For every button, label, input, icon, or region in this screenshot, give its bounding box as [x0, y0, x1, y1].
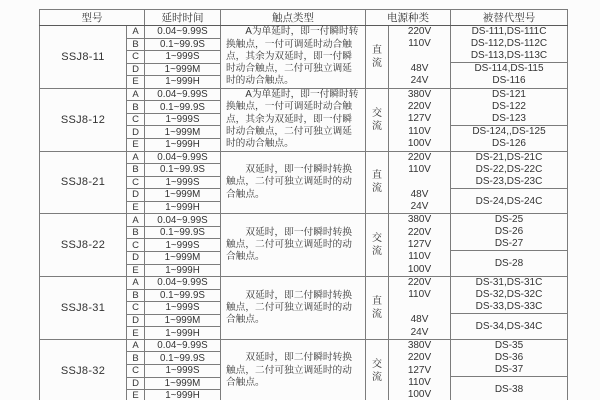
delay-range: 0.1~99.9S: [145, 352, 221, 365]
voltage-value: 127V: [407, 113, 432, 125]
voltage-value: 127V: [407, 364, 432, 376]
header-delay: 延时时间: [145, 10, 221, 26]
contact-type-cell: [221, 277, 366, 340]
power-type-cell: [366, 151, 389, 214]
voltage-value: 127V: [407, 239, 432, 251]
voltage-cell: [389, 277, 451, 340]
replaced-models-top: [451, 214, 567, 251]
delay-range: 1~999M: [145, 314, 221, 327]
replaced-models-cell: [451, 88, 568, 151]
header-contact: 触点类型: [221, 10, 366, 26]
variant-letter: C: [127, 365, 145, 378]
voltage-value: 220V: [407, 226, 432, 238]
variant-letter: E: [127, 76, 145, 89]
header-replaced: 被替代型号: [451, 10, 568, 26]
replaced-model: DS-116: [492, 75, 526, 87]
replaced-models-cell: [451, 339, 568, 400]
voltage-value: 110V: [408, 163, 431, 175]
voltage-value: 100V: [407, 263, 432, 275]
delay-range: 1~999H: [145, 76, 221, 89]
variant-letter: E: [127, 390, 145, 400]
variant-letter: B: [127, 38, 145, 51]
delay-range: 0.04~9.99S: [145, 277, 221, 290]
variant-letter: D: [127, 189, 145, 202]
table-row: [40, 88, 568, 101]
replaced-models-bottom: [451, 251, 567, 276]
model-name: SSJ8-32: [40, 339, 127, 400]
replaced-models-top: [451, 152, 567, 189]
replaced-model: DS-38: [494, 383, 524, 395]
power-type-text: 直流: [372, 44, 382, 69]
replaced-models-bottom: [451, 314, 567, 339]
table-row: [40, 26, 568, 39]
delay-range: 0.1~99.9S: [145, 101, 221, 114]
delay-range: 1~999S: [145, 113, 221, 126]
replaced-model: DS-21,DS-21C: [475, 151, 543, 163]
variant-letter: C: [127, 176, 145, 189]
replaced-models-bottom: [451, 377, 567, 400]
variant-letter: E: [127, 138, 145, 151]
contact-type-text: A为单延时，即一付瞬时转换触点，一付可调延时动合触点，其余为双延时，即一付瞬时动合触点，二付可独立调延时的动合触点。: [226, 89, 359, 149]
replaced-model: DS-28: [494, 258, 524, 270]
voltage-cell: [389, 151, 451, 214]
voltage-cell: [389, 88, 451, 151]
voltage-value: 380V: [407, 88, 432, 100]
variant-letter: A: [127, 214, 145, 227]
variant-letter: A: [127, 339, 145, 352]
delay-range: 1~999H: [145, 138, 221, 151]
replaced-model: DS-112,DS-112C: [470, 38, 548, 49]
delay-range: 0.04~9.99S: [145, 88, 221, 101]
model-name: SSJ8-22: [40, 214, 127, 277]
header-row: [40, 10, 568, 26]
voltage-value: [389, 176, 450, 188]
model-name: SSJ8-31: [40, 277, 127, 340]
header-power: 电源种类: [366, 10, 451, 26]
replaced-models-cell: [451, 26, 568, 89]
contact-type-text: 双延时，即二付瞬时转换触点，二付可独立调延时的动合触点。: [226, 352, 352, 388]
voltage-value: 110V: [408, 38, 431, 50]
variant-letter: B: [127, 352, 145, 365]
variant-letter: E: [127, 327, 145, 340]
replaced-model: DS-33,DS-33C: [475, 301, 543, 313]
delay-range: 0.04~9.99S: [145, 151, 221, 164]
replaced-models-top: [451, 26, 567, 63]
variant-letter: C: [127, 302, 145, 315]
delay-range: 1~999S: [145, 365, 221, 378]
delay-range: 1~999H: [145, 327, 221, 340]
power-type-text: 直流: [372, 296, 382, 321]
variant-letter: A: [127, 26, 145, 39]
variant-letter: D: [127, 126, 145, 139]
voltage-value: 110V: [408, 376, 431, 388]
replaced-model: DS-113,DS-113C: [470, 50, 548, 61]
contact-type-text: 双延时，即二付瞬时转换触点，二付可独立调延时的动合触点。: [226, 289, 352, 326]
delay-range: 1~999M: [145, 251, 221, 264]
variant-letter: D: [127, 314, 145, 327]
replaced-model: DS-121: [492, 88, 526, 100]
variant-letter: A: [127, 277, 145, 290]
delay-range: 1~999H: [145, 390, 221, 400]
replaced-model: DS-27: [494, 238, 524, 250]
table-row: [40, 339, 568, 352]
power-type-cell: [366, 88, 389, 151]
replaced-model: DS-31,DS-31C: [475, 277, 543, 289]
power-type-cell: [366, 26, 389, 89]
voltage-value: 100V: [407, 389, 432, 400]
voltage-value: 380V: [407, 339, 432, 351]
delay-range: 1~999M: [145, 63, 221, 76]
variant-letter: B: [127, 289, 145, 302]
contact-type-text: 双延时，即一付瞬时转换触点，二付可独立调延时的动合触点。: [226, 226, 352, 263]
replaced-models-bottom: [451, 189, 567, 214]
variant-letter: B: [127, 226, 145, 239]
voltage-value: 48V: [410, 314, 429, 326]
contact-type-cell: [221, 339, 366, 400]
variant-letter: A: [127, 88, 145, 101]
variant-letter: A: [127, 151, 145, 164]
replaced-model: DS-124,,DS-125: [472, 125, 546, 137]
voltage-value: 220V: [407, 277, 432, 289]
delay-range: 0.04~9.99S: [145, 339, 221, 352]
replaced-models-cell: [451, 151, 568, 214]
power-type-cell: [366, 214, 389, 277]
replaced-models-top: [451, 277, 567, 314]
power-type-cell: [366, 277, 389, 340]
delay-range: 1~999S: [145, 51, 221, 64]
relay-spec-table: [39, 9, 568, 400]
contact-type-text: 双延时，即一付瞬时转换触点，二付可独立调延时的动合触点。: [226, 164, 352, 200]
delay-range: 0.1~99.9S: [145, 38, 221, 51]
replaced-model: DS-122: [492, 100, 526, 112]
variant-letter: E: [127, 201, 145, 214]
replaced-models-cell: [451, 214, 568, 277]
replaced-model: DS-22,DS-22C: [475, 163, 543, 175]
voltage-value: 24V: [410, 75, 429, 87]
voltage-value: 380V: [407, 214, 432, 226]
delay-range: 1~999H: [145, 264, 221, 277]
voltage-value: 220V: [407, 151, 432, 163]
replaced-model: DS-25: [494, 214, 524, 226]
replaced-model: DS-32,DS-32C: [475, 289, 543, 301]
contact-type-text: A为单延时，即一付瞬时转换触点，一付可调延时动合触点，其余为双延时，即一付瞬时动合触点，二付可独立调延时的动合触点。: [226, 26, 359, 87]
power-type-text: 直流: [372, 170, 382, 195]
voltage-value: 110V: [408, 251, 431, 263]
contact-type-cell: [221, 151, 366, 214]
delay-range: 0.04~9.99S: [145, 214, 221, 227]
delay-range: 1~999M: [145, 377, 221, 390]
replaced-models-bottom: [451, 126, 567, 151]
voltage-cell: [389, 214, 451, 277]
replaced-models-cell: [451, 277, 568, 340]
delay-range: 1~999M: [145, 189, 221, 202]
delay-range: 1~999S: [145, 302, 221, 315]
contact-type-cell: [221, 214, 366, 277]
voltage-value: 24V: [410, 326, 429, 338]
voltage-value: 220V: [407, 26, 432, 37]
power-type-text: 交流: [372, 233, 382, 258]
voltage-value: 110V: [408, 125, 431, 137]
table-row: [40, 151, 568, 164]
variant-letter: B: [127, 101, 145, 114]
replaced-model: DS-34,DS-34C: [475, 321, 543, 333]
replaced-model: DS-26: [494, 226, 524, 238]
voltage-value: 220V: [407, 101, 432, 113]
table-row: [40, 277, 568, 290]
variant-letter: B: [127, 164, 145, 177]
replaced-models-bottom: [451, 63, 567, 88]
voltage-value: 48V: [410, 188, 429, 200]
variant-letter: E: [127, 264, 145, 277]
delay-range: 1~999H: [145, 201, 221, 214]
voltage-value: 24V: [410, 200, 429, 212]
model-name: SSJ8-21: [40, 151, 127, 214]
replaced-model: DS-37: [494, 363, 524, 375]
voltage-value: 48V: [410, 63, 429, 75]
variant-letter: C: [127, 51, 145, 64]
replaced-model: DS-111,DS-111C: [471, 26, 547, 37]
power-type-text: 交流: [372, 358, 382, 383]
voltage-cell: [389, 339, 451, 400]
model-name: SSJ8-11: [40, 26, 127, 89]
model-name: SSJ8-12: [40, 88, 127, 151]
replaced-model: DS-114,DS-115: [474, 63, 544, 75]
voltage-cell: [389, 26, 451, 89]
replaced-model: DS-24,DS-24C: [475, 195, 543, 207]
delay-range: 0.1~99.9S: [145, 164, 221, 177]
delay-range: 0.04~9.99S: [145, 26, 221, 39]
delay-range: 1~999S: [145, 176, 221, 189]
variant-letter: C: [127, 239, 145, 252]
variant-letter: D: [127, 251, 145, 264]
variant-letter: D: [127, 63, 145, 76]
voltage-value: 100V: [407, 138, 432, 150]
variant-letter: C: [127, 113, 145, 126]
delay-range: 1~999S: [145, 239, 221, 252]
voltage-value: [389, 302, 450, 314]
voltage-value: 220V: [407, 352, 432, 364]
delay-range: 1~999M: [145, 126, 221, 139]
variant-letter: D: [127, 377, 145, 390]
replaced-models-top: [451, 340, 567, 377]
replaced-model: DS-23,DS-23C: [475, 175, 543, 187]
header-model: 型号: [40, 10, 145, 26]
table-row: [40, 214, 568, 227]
contact-type-cell: [221, 88, 366, 151]
voltage-value: [389, 51, 450, 63]
power-type-cell: [366, 339, 389, 400]
replaced-model: DS-123: [492, 112, 526, 124]
replaced-model: DS-126: [492, 137, 526, 149]
contact-type-cell: [221, 26, 366, 89]
replaced-models-top: [451, 89, 567, 126]
replaced-model: DS-36: [494, 351, 524, 363]
replaced-model: DS-35: [494, 339, 524, 351]
delay-range: 0.1~99.9S: [145, 289, 221, 302]
power-type-text: 交流: [372, 107, 382, 132]
voltage-value: 110V: [408, 289, 431, 301]
delay-range: 0.1~99.9S: [145, 226, 221, 239]
